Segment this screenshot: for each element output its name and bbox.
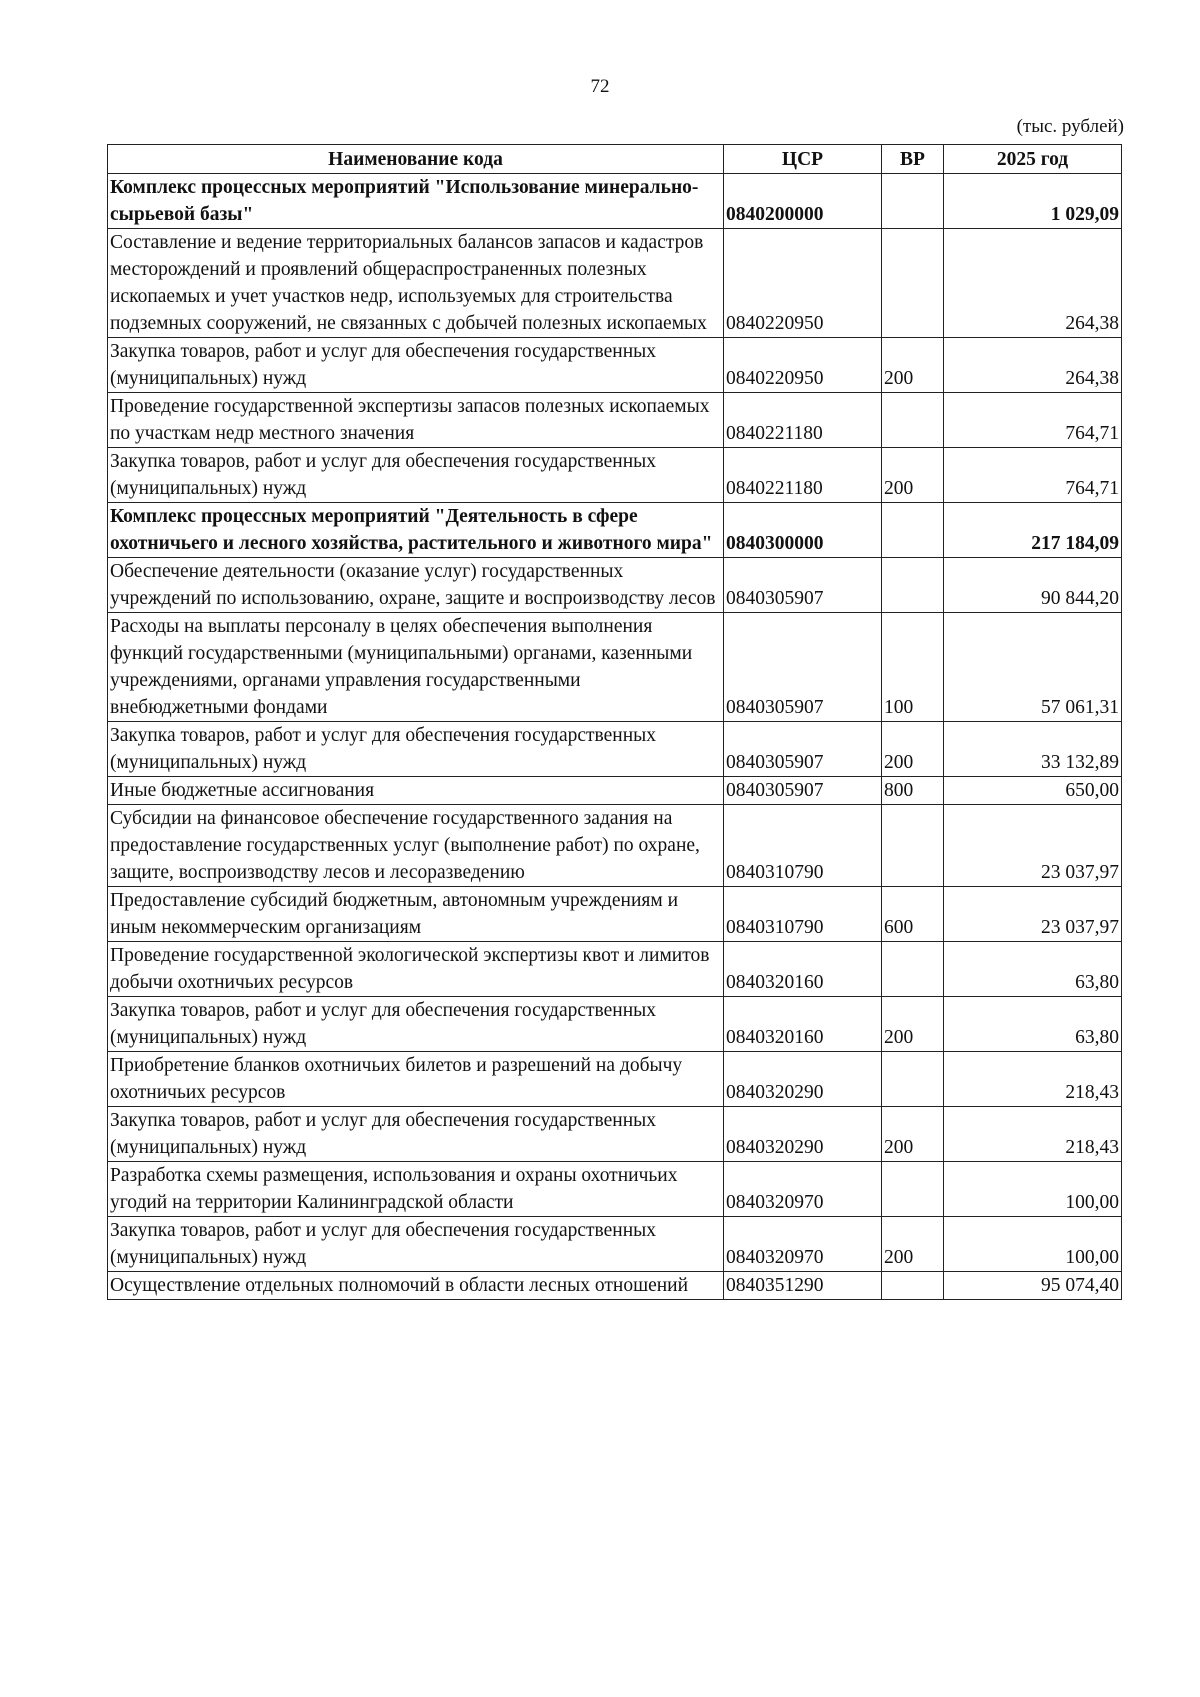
cell-name: Проведение государственной экспертизы запасов полезных ископаемых по участкам недр местного значения	[108, 393, 724, 448]
cell-name: Разработка схемы размещения, использования и охраны охотничьих угодий на территории Калининградской области	[108, 1162, 724, 1217]
cell-csr: 0840320970	[724, 1217, 882, 1272]
cell-vr	[882, 174, 944, 229]
cell-vr: 800	[882, 777, 944, 805]
table-body	[108, 174, 1122, 1300]
cell-csr: 0840221180	[724, 393, 882, 448]
cell-name: Комплекс процессных мероприятий "Деятельность в сфере охотничьего и лесного хозяйства, растительного и животного мира"	[108, 503, 724, 558]
cell-csr: 0840320970	[724, 1162, 882, 1217]
cell-vr	[882, 1272, 944, 1300]
cell-name: Закупка товаров, работ и услуг для обеспечения государственных (муниципальных) нужд	[108, 1107, 724, 1162]
header-year: 2025 год	[944, 145, 1122, 174]
cell-csr: 0840320160	[724, 942, 882, 997]
cell-name: Закупка товаров, работ и услуг для обеспечения государственных (муниципальных) нужд	[108, 1217, 724, 1272]
table-row	[108, 229, 1122, 338]
cell-name: Обеспечение деятельности (оказание услуг) государственных учреждений по использованию, охране, защите и воспроизводству лесов	[108, 558, 724, 613]
cell-vr	[882, 503, 944, 558]
cell-csr: 0840320160	[724, 997, 882, 1052]
table-row	[108, 1272, 1122, 1300]
table-row	[108, 1217, 1122, 1272]
cell-name: Осуществление отдельных полномочий в области лесных отношений	[108, 1272, 724, 1300]
table-header-row	[108, 145, 1122, 174]
table-row	[108, 448, 1122, 503]
cell-amount: 90 844,20	[944, 558, 1122, 613]
cell-csr: 0840351290	[724, 1272, 882, 1300]
cell-csr: 0840221180	[724, 448, 882, 503]
cell-vr: 200	[882, 1217, 944, 1272]
cell-amount: 57 061,31	[944, 613, 1122, 722]
page-number: 72	[590, 76, 610, 97]
cell-vr: 200	[882, 448, 944, 503]
table-row	[108, 613, 1122, 722]
cell-name: Приобретение бланков охотничьих билетов и разрешений на добычу охотничьих ресурсов	[108, 1052, 724, 1107]
cell-csr: 0840320290	[724, 1107, 882, 1162]
table-row	[108, 1052, 1122, 1107]
cell-amount: 264,38	[944, 338, 1122, 393]
header-name: Наименование кода	[108, 145, 724, 174]
cell-amount: 764,71	[944, 393, 1122, 448]
cell-vr	[882, 558, 944, 613]
table-row	[108, 393, 1122, 448]
cell-vr	[882, 229, 944, 338]
cell-amount: 264,38	[944, 229, 1122, 338]
table-row	[108, 887, 1122, 942]
cell-name: Субсидии на финансовое обеспечение государственного задания на предоставление государственных услуг (выполнение работ) по охране, защите, воспроизводству лесов и лесоразведению	[108, 805, 724, 887]
cell-amount: 23 037,97	[944, 805, 1122, 887]
cell-amount: 218,43	[944, 1052, 1122, 1107]
cell-amount: 218,43	[944, 1107, 1122, 1162]
table-row	[108, 722, 1122, 777]
table-row	[108, 997, 1122, 1052]
header-csr: ЦСР	[724, 145, 882, 174]
table-row	[108, 558, 1122, 613]
table-row	[108, 338, 1122, 393]
cell-csr: 0840305907	[724, 613, 882, 722]
cell-vr	[882, 1162, 944, 1217]
cell-amount: 650,00	[944, 777, 1122, 805]
cell-name: Предоставление субсидий бюджетным, автономным учреждениям и иным некоммерческим организациям	[108, 887, 724, 942]
cell-vr: 200	[882, 338, 944, 393]
cell-vr: 200	[882, 1107, 944, 1162]
cell-name: Закупка товаров, работ и услуг для обеспечения государственных (муниципальных) нужд	[108, 997, 724, 1052]
cell-vr	[882, 393, 944, 448]
cell-vr	[882, 942, 944, 997]
budget-table	[107, 144, 1122, 1300]
cell-name: Закупка товаров, работ и услуг для обеспечения государственных (муниципальных) нужд	[108, 722, 724, 777]
cell-amount: 100,00	[944, 1162, 1122, 1217]
cell-csr: 0840200000	[724, 174, 882, 229]
cell-amount: 23 037,97	[944, 887, 1122, 942]
cell-amount: 764,71	[944, 448, 1122, 503]
cell-vr: 100	[882, 613, 944, 722]
cell-csr: 0840300000	[724, 503, 882, 558]
cell-vr	[882, 805, 944, 887]
cell-amount: 95 074,40	[944, 1272, 1122, 1300]
cell-amount: 217 184,09	[944, 503, 1122, 558]
cell-name: Расходы на выплаты персоналу в целях обеспечения выполнения функций государственными (муниципальными) органами, казенными учреждениями, органами управления государственными внебюджетными фондами	[108, 613, 724, 722]
cell-csr: 0840320290	[724, 1052, 882, 1107]
cell-name: Комплекс процессных мероприятий "Использование минерально-сырьевой базы"	[108, 174, 724, 229]
cell-vr: 600	[882, 887, 944, 942]
cell-amount: 63,80	[944, 942, 1122, 997]
cell-vr: 200	[882, 722, 944, 777]
cell-csr: 0840310790	[724, 805, 882, 887]
header-vr: ВР	[882, 145, 944, 174]
table-row	[108, 503, 1122, 558]
cell-csr: 0840310790	[724, 887, 882, 942]
table-row	[108, 174, 1122, 229]
cell-name: Закупка товаров, работ и услуг для обеспечения государственных (муниципальных) нужд	[108, 338, 724, 393]
cell-amount: 63,80	[944, 997, 1122, 1052]
cell-vr: 200	[882, 997, 944, 1052]
table-row	[108, 1162, 1122, 1217]
cell-name: Составление и ведение территориальных балансов запасов и кадастров месторождений и проявлений общераспространенных полезных ископаемых и учет участков недр, используемых для строительства подземных сооружений, не связанных с добычей полезных ископаемых	[108, 229, 724, 338]
table-row	[108, 942, 1122, 997]
cell-name: Закупка товаров, работ и услуг для обеспечения государственных (муниципальных) нужд	[108, 448, 724, 503]
cell-csr: 0840220950	[724, 229, 882, 338]
cell-csr: 0840220950	[724, 338, 882, 393]
cell-csr: 0840305907	[724, 558, 882, 613]
table-row	[108, 777, 1122, 805]
table-row	[108, 1107, 1122, 1162]
table-row	[108, 805, 1122, 887]
cell-amount: 33 132,89	[944, 722, 1122, 777]
cell-amount: 100,00	[944, 1217, 1122, 1272]
cell-amount: 1 029,09	[944, 174, 1122, 229]
cell-csr: 0840305907	[724, 777, 882, 805]
cell-csr: 0840305907	[724, 722, 882, 777]
cell-vr	[882, 1052, 944, 1107]
cell-name: Проведение государственной экологической экспертизы квот и лимитов добычи охотничьих ресурсов	[108, 942, 724, 997]
cell-name: Иные бюджетные ассигнования	[108, 777, 724, 805]
units-label: (тыс. рублей)	[1016, 116, 1124, 137]
